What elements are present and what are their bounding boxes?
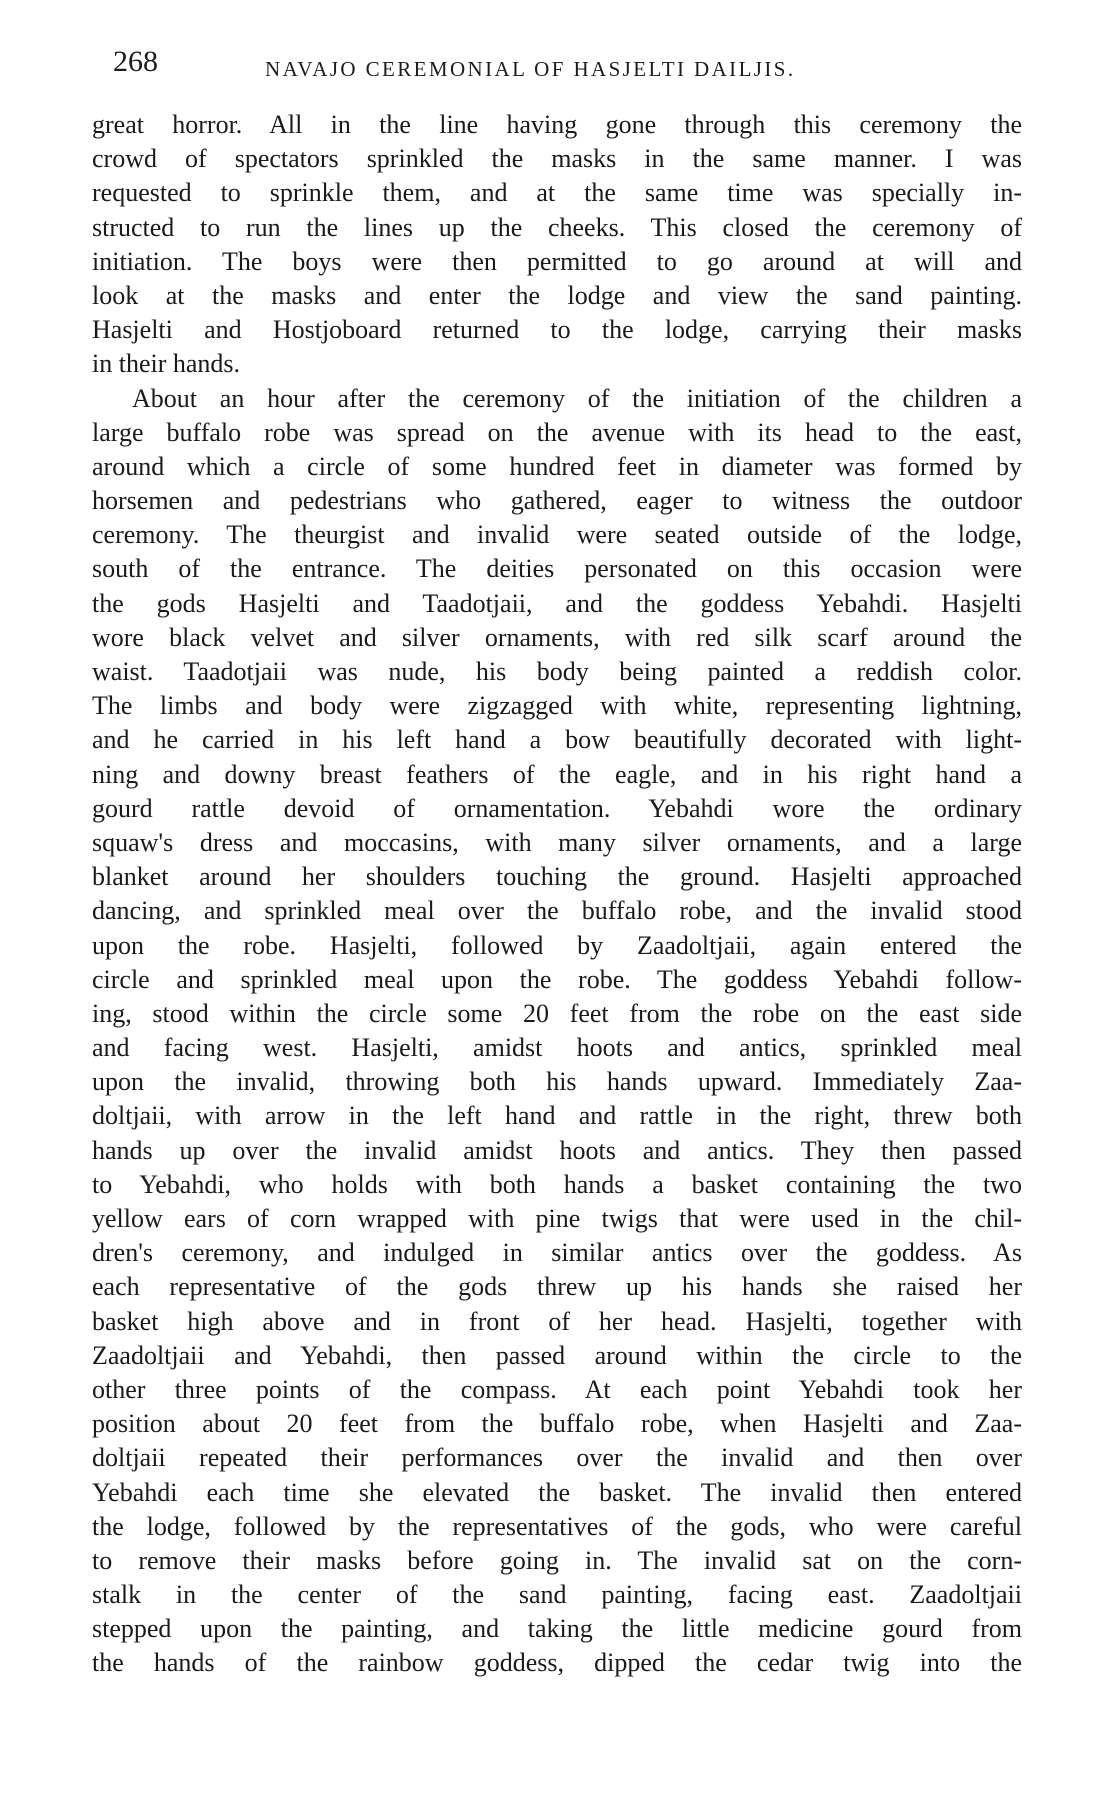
text-line: Hasjelti and Hostjoboard returned to the lodge, carrying their masks [92,315,1022,345]
text-line: south of the entrance. The deities personated on this occasion were [92,554,1022,584]
text-line: stepped upon the painting, and taking the little medicine gourd from [92,1614,1022,1644]
text-line: the lodge, followed by the representatives of the gods, who were careful [92,1511,1022,1541]
text-line: The limbs and body were zigzagged with white, representing lightning, [92,691,1022,721]
text-line: great horror. All in the line having gone through this ceremony the [92,110,1022,139]
text-line: About an hour after the ceremony of the initiation of the children a [132,383,1022,413]
text-line: each representative of the gods threw up his hands she raised her [92,1272,1022,1302]
text-line: position about 20 feet from the buffalo robe, when Hasjelti and Zaa- [92,1409,1022,1439]
text-line: crowd of spectators sprinkled the masks in the same manner. I was [92,144,1022,174]
text-line: hands up over the invalid amidst hoots and antics. They then passed [92,1135,1022,1165]
text-line: basket high above and in front of her head. Hasjelti, together with [92,1306,1022,1336]
text-line: ceremony. The theurgist and invalid were seated outside of the lodge, [92,520,1022,550]
text-line: in their hands. [92,349,241,379]
text-line: doltjaii, with arrow in the left hand and rattle in the right, threw both [92,1101,1022,1131]
text-line: look at the masks and enter the lodge and view the sand painting. [92,280,1022,310]
text-line: upon the invalid, throwing both his hands upward. Immediately Zaa- [92,1067,1022,1097]
text-line: circle and sprinkled meal upon the robe. The goddess Yebahdi follow- [92,964,1022,994]
text-line: requested to sprinkle them, and at the same time was specially in- [92,178,1022,208]
text-line: squaw's dress and moccasins, with many silver ornaments, and a large [92,827,1022,857]
text-line: other three points of the compass. At each point Yebahdi took her [92,1374,1022,1404]
text-line: Zaadoltjaii and Yebahdi, then passed around within the circle to the [92,1340,1022,1370]
text-line: dren's ceremony, and indulged in similar antics over the goddess. As [92,1238,1022,1268]
body-text [92,108,1022,1715]
text-line: wore black velvet and silver ornaments, with red silk scarf around the [92,622,1022,652]
text-line: blanket around her shoulders touching the ground. Hasjelti approached [92,862,1022,892]
text-line: dancing, and sprinkled meal over the buffalo robe, and the invalid stood [92,896,1022,926]
text-line [92,1681,1022,1715]
text-line: to Yebahdi, who holds with both hands a basket containing the two [92,1169,1022,1199]
text-line: doltjaii repeated their performances over the invalid and then over [92,1443,1022,1473]
text-line: the gods Hasjelti and Taadotjaii, and the goddess Yebahdi. Hasjelti [92,588,1022,618]
text-line: Yebahdi each time she elevated the basket. The invalid then entered [92,1477,1022,1507]
text-line: ing, stood within the circle some 20 feet from the robe on the east side [92,998,1022,1028]
text-line: the hands of the rainbow goddess, dipped the cedar twig into the [92,1648,1022,1678]
text-line: structed to run the lines up the cheeks. This closed the ceremony of [92,212,1022,242]
text-line: large buffalo robe was spread on the avenue with its head to the east, [92,417,1022,447]
text-line: stalk in the center of the sand painting, facing east. Zaadoltjaii [92,1580,1022,1610]
text-line: and facing west. Hasjelti, amidst hoots and antics, sprinkled meal [92,1033,1022,1063]
text-line: yellow ears of corn wrapped with pine twigs that were used in the chil- [92,1204,1022,1233]
text-line: to remove their masks before going in. The invalid sat on the corn- [92,1545,1022,1575]
page-number: 268 [113,45,158,78]
text-line: horsemen and pedestrians who gathered, eager to witness the outdoor [92,486,1022,516]
text-line: upon the robe. Hasjelti, followed by Zaadoltjaii, again entered the [92,930,1022,960]
text-line: and he carried in his left hand a bow beautifully decorated with light- [92,725,1022,755]
text-line: around which a circle of some hundred feet in diameter was formed by [92,451,1022,481]
text-line: gourd rattle devoid of ornamentation. Yebahdi wore the ordinary [92,793,1022,823]
text-line: waist. Taadotjaii was nude, his body being painted a reddish color. [92,657,1022,686]
running-title: NAVAJO CEREMONIAL OF HASJELTI DAILJIS. [265,57,796,81]
text-line: initiation. The boys were then permitted to go around at will and [92,246,1022,276]
text-line: ning and downy breast feathers of the eagle, and in his right hand a [92,759,1022,789]
